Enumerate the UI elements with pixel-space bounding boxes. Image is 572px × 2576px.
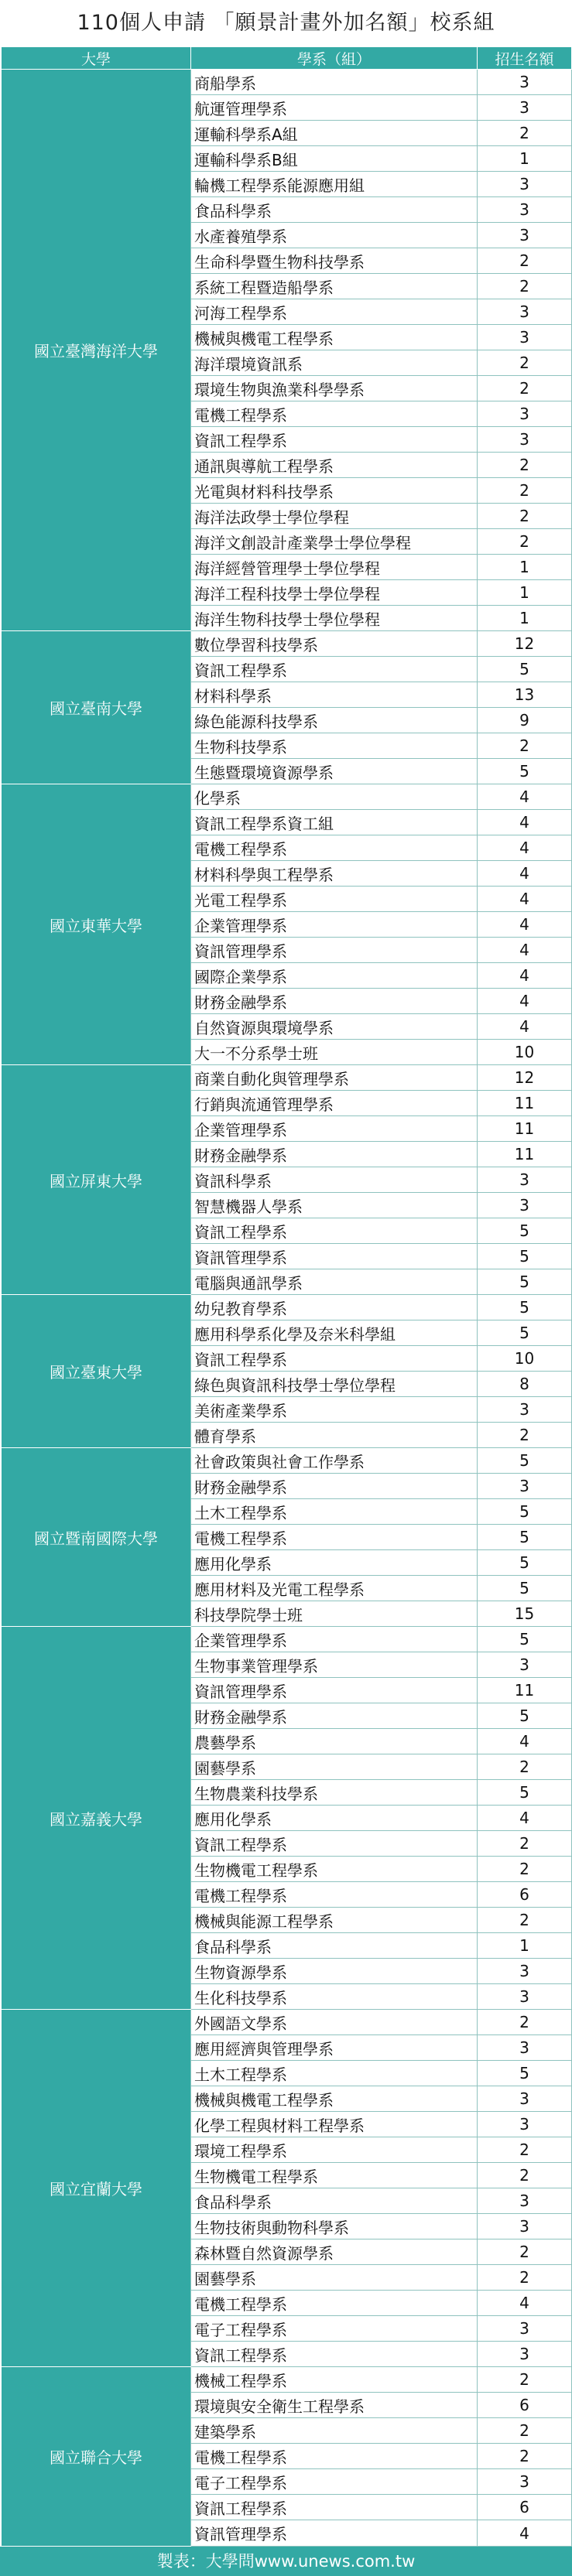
quota-cell: 4 [478,1806,572,1831]
department-cell: 電子工程學系 [191,2316,478,2342]
table-row [2,2010,572,2035]
quota-cell: 3 [478,2469,572,2495]
department-cell: 環境與安全衛生工程學系 [191,2393,478,2418]
quota-cell: 5 [478,1627,572,1652]
quota-cell: 2 [478,274,572,299]
department-cell: 數位學習科技學系 [191,631,478,657]
quota-cell: 4 [478,1729,572,1754]
quota-cell: 5 [478,2061,572,2086]
quota-cell: 3 [478,2342,572,2367]
quota-cell: 11 [478,1091,572,1116]
quota-cell: 2 [478,1754,572,1780]
department-cell: 企業管理學系 [191,1627,478,1652]
department-cell: 機械與機電工程學系 [191,325,478,350]
quota-cell: 3 [478,401,572,427]
university-cell: 國立屏東大學 [2,1065,191,1295]
header-department: 學系（組） [191,47,478,70]
department-cell: 資訊工程學系資工組 [191,810,478,835]
department-cell: 化學系 [191,784,478,810]
department-cell: 環境工程學系 [191,2137,478,2163]
quota-cell: 2 [478,350,572,376]
department-cell: 大一不分系學士班 [191,1040,478,1065]
quota-cell: 2 [478,2367,572,2393]
quota-cell: 3 [478,2086,572,2112]
table-row [2,1448,572,1474]
department-cell: 通訊與導航工程學系 [191,453,478,478]
department-cell: 農藝學系 [191,1729,478,1754]
department-cell: 體育學系 [191,1423,478,1448]
quota-cell: 11 [478,1142,572,1167]
quota-cell: 3 [478,299,572,325]
university-cell: 國立臺灣海洋大學 [2,70,191,631]
department-cell: 財務金融學系 [191,989,478,1014]
department-cell: 材料科學系 [191,682,478,708]
department-cell: 生物事業管理學系 [191,1652,478,1678]
department-cell: 應用化學系 [191,1806,478,1831]
quota-cell: 2 [478,478,572,504]
quota-cell: 5 [478,1576,572,1601]
quota-cell: 2 [478,453,572,478]
university-cell: 國立暨南國際大學 [2,1448,191,1627]
quota-cell: 3 [478,427,572,453]
university-cell: 國立臺東大學 [2,1295,191,1448]
quota-cell: 5 [478,1780,572,1806]
department-cell: 海洋工程科技學士學位學程 [191,580,478,606]
department-cell: 商船學系 [191,70,478,95]
quota-cell: 2 [478,2418,572,2444]
department-cell: 應用化學系 [191,1550,478,1576]
quota-cell: 15 [478,1601,572,1627]
department-cell: 資訊工程學系 [191,2495,478,2520]
quota-cell: 3 [478,223,572,248]
quota-cell: 5 [478,1448,572,1474]
department-cell: 企業管理學系 [191,912,478,938]
department-cell: 生命科學暨生物科技學系 [191,248,478,274]
quota-cell: 13 [478,682,572,708]
quota-cell: 10 [478,1346,572,1372]
department-cell: 科技學院學士班 [191,1601,478,1627]
department-cell: 資訊科學系 [191,1167,478,1193]
department-cell: 企業管理學系 [191,1116,478,1142]
quota-cell: 6 [478,2393,572,2418]
quota-cell: 4 [478,835,572,861]
department-cell: 外國語文學系 [191,2010,478,2035]
quota-cell: 3 [478,2214,572,2239]
quota-cell: 3 [478,1984,572,2010]
department-cell: 園藝學系 [191,2265,478,2291]
quota-cell: 5 [478,1525,572,1550]
department-cell: 資訊管理學系 [191,1244,478,1269]
quota-cell: 8 [478,1372,572,1397]
department-cell: 生態暨環境資源學系 [191,759,478,784]
department-cell: 森林暨自然資源學系 [191,2239,478,2265]
quota-cell: 3 [478,325,572,350]
quota-cell: 5 [478,657,572,682]
department-cell: 海洋法政學士學位學程 [191,504,478,529]
department-cell: 輪機工程學系能源應用組 [191,172,478,197]
table-row [2,1065,572,1091]
department-cell: 資訊工程學系 [191,1346,478,1372]
quota-cell: 10 [478,1040,572,1065]
quota-cell: 1 [478,1933,572,1959]
department-cell: 機械與能源工程學系 [191,1908,478,1933]
quota-cell: 2 [478,248,572,274]
quota-cell: 3 [478,1167,572,1193]
table-row [2,631,572,657]
quota-cell: 5 [478,1218,572,1244]
department-cell: 電腦與通訊學系 [191,1269,478,1295]
department-cell: 應用材料及光電工程學系 [191,1576,478,1601]
quota-table [1,46,572,2547]
quota-cell: 3 [478,2035,572,2061]
quota-cell: 9 [478,708,572,733]
department-cell: 生化科技學系 [191,1984,478,2010]
department-cell: 化學工程與材料工程學系 [191,2112,478,2137]
header-row [2,47,572,70]
quota-cell: 3 [478,1959,572,1984]
quota-cell: 2 [478,1908,572,1933]
quota-cell: 3 [478,1652,572,1678]
quota-cell: 2 [478,1857,572,1882]
header-quota: 招生名額 [478,47,572,70]
quota-cell: 2 [478,376,572,401]
quota-cell: 6 [478,2495,572,2520]
quota-cell: 3 [478,1193,572,1218]
quota-cell: 3 [478,2188,572,2214]
department-cell: 食品科學系 [191,2188,478,2214]
department-cell: 應用科學系化學及奈米科學組 [191,1320,478,1346]
department-cell: 電機工程學系 [191,2291,478,2316]
quota-cell: 4 [478,861,572,887]
department-cell: 海洋環境資訊系 [191,350,478,376]
department-cell: 電機工程學系 [191,1525,478,1550]
department-cell: 資訊管理學系 [191,938,478,963]
department-cell: 社會政策與社會工作學系 [191,1448,478,1474]
quota-cell: 4 [478,989,572,1014]
department-cell: 水產養殖學系 [191,223,478,248]
quota-cell: 4 [478,887,572,912]
page-title: 110個人申請 「願景計畫外加名額」校系組 [77,11,495,35]
quota-cell: 5 [478,1320,572,1346]
quota-cell: 12 [478,631,572,657]
department-cell: 財務金融學系 [191,1142,478,1167]
department-cell: 材料科學與工程學系 [191,861,478,887]
quota-cell: 2 [478,2239,572,2265]
quota-cell: 2 [478,2163,572,2188]
quota-cell: 6 [478,1882,572,1908]
quota-cell: 1 [478,146,572,172]
department-cell: 資訊工程學系 [191,427,478,453]
department-cell: 電機工程學系 [191,401,478,427]
quota-cell: 1 [478,580,572,606]
table-row [2,70,572,95]
department-cell: 系統工程暨造船學系 [191,274,478,299]
quota-cell: 4 [478,2291,572,2316]
university-cell: 國立宜蘭大學 [2,2010,191,2367]
quota-cell: 3 [478,172,572,197]
quota-cell: 2 [478,2265,572,2291]
quota-cell: 2 [478,1423,572,1448]
department-cell: 綠色能源科技學系 [191,708,478,733]
quota-cell: 4 [478,912,572,938]
quota-cell: 2 [478,121,572,146]
department-cell: 行銷與流通管理學系 [191,1091,478,1116]
department-cell: 機械與機電工程學系 [191,2086,478,2112]
department-cell: 光電與材料科技學系 [191,478,478,504]
quota-cell: 4 [478,1014,572,1040]
quota-cell: 11 [478,1116,572,1142]
department-cell: 園藝學系 [191,1754,478,1780]
department-cell: 生物機電工程學系 [191,2163,478,2188]
quota-cell: 2 [478,529,572,555]
quota-cell: 4 [478,810,572,835]
department-cell: 海洋生物科技學士學位學程 [191,606,478,631]
quota-cell: 3 [478,1397,572,1423]
department-cell: 資訊管理學系 [191,1678,478,1703]
department-cell: 生物科技學系 [191,733,478,759]
department-cell: 電機工程學系 [191,2444,478,2469]
quota-cell: 5 [478,1703,572,1729]
department-cell: 運輸科學系A組 [191,121,478,146]
table-row [2,1295,572,1320]
department-cell: 綠色與資訊科技學士學位學程 [191,1372,478,1397]
quota-cell: 5 [478,1550,572,1576]
quota-cell: 3 [478,70,572,95]
department-cell: 自然資源與環境學系 [191,1014,478,1040]
university-cell: 國立嘉義大學 [2,1627,191,2010]
university-cell: 國立臺南大學 [2,631,191,784]
department-cell: 電機工程學系 [191,1882,478,1908]
quota-cell: 2 [478,504,572,529]
department-cell: 幼兒教育學系 [191,1295,478,1320]
department-cell: 資訊管理學系 [191,2520,478,2547]
department-cell: 智慧機器人學系 [191,1193,478,1218]
department-cell: 資訊工程學系 [191,1831,478,1857]
department-cell: 生物資源學系 [191,1959,478,1984]
quota-cell: 2 [478,1831,572,1857]
table-row [2,1627,572,1652]
department-cell: 環境生物與漁業科學學系 [191,376,478,401]
department-cell: 資訊工程學系 [191,2342,478,2367]
department-cell: 國際企業學系 [191,963,478,989]
department-cell: 海洋文創設計產業學士學位學程 [191,529,478,555]
department-cell: 生物技術與動物科學系 [191,2214,478,2239]
department-cell: 航運管理學系 [191,95,478,121]
department-cell: 食品科學系 [191,197,478,223]
quota-cell: 3 [478,2316,572,2342]
quota-cell: 1 [478,555,572,580]
department-cell: 財務金融學系 [191,1474,478,1499]
department-cell: 商業自動化與管理學系 [191,1065,478,1091]
header-university: 大學 [2,47,191,70]
department-cell: 電子工程學系 [191,2469,478,2495]
university-cell: 國立聯合大學 [2,2367,191,2547]
quota-cell: 2 [478,733,572,759]
quota-cell: 1 [478,606,572,631]
department-cell: 資訊工程學系 [191,657,478,682]
department-cell: 海洋經營管理學士學位學程 [191,555,478,580]
table-row [2,2367,572,2393]
department-cell: 建築學系 [191,2418,478,2444]
department-cell: 土木工程學系 [191,1499,478,1525]
department-cell: 運輸科學系B組 [191,146,478,172]
department-cell: 河海工程學系 [191,299,478,325]
quota-cell: 2 [478,2010,572,2035]
quota-cell: 4 [478,2520,572,2547]
department-cell: 土木工程學系 [191,2061,478,2086]
department-cell: 生物機電工程學系 [191,1857,478,1882]
department-cell: 資訊工程學系 [191,1218,478,1244]
university-cell: 國立東華大學 [2,784,191,1065]
table-row [2,784,572,810]
department-cell: 電機工程學系 [191,835,478,861]
quota-cell: 4 [478,963,572,989]
quota-cell: 2 [478,2137,572,2163]
quota-cell: 2 [478,2444,572,2469]
table-body [2,70,572,2547]
quota-cell: 3 [478,2112,572,2137]
quota-cell: 3 [478,95,572,121]
department-cell: 機械工程學系 [191,2367,478,2393]
department-cell: 光電工程學系 [191,887,478,912]
quota-cell: 5 [478,759,572,784]
quota-cell: 5 [478,1244,572,1269]
quota-cell: 4 [478,938,572,963]
department-cell: 應用經濟與管理學系 [191,2035,478,2061]
quota-cell: 12 [478,1065,572,1091]
quota-cell: 5 [478,1499,572,1525]
quota-cell: 4 [478,784,572,810]
department-cell: 美術產業學系 [191,1397,478,1423]
department-cell: 生物農業科技學系 [191,1780,478,1806]
quota-cell: 3 [478,197,572,223]
quota-cell: 5 [478,1269,572,1295]
quota-cell: 5 [478,1295,572,1320]
footer-credit: 製表：大學問www.unews.com.tw [0,2547,572,2576]
quota-cell: 11 [478,1678,572,1703]
department-cell: 食品科學系 [191,1933,478,1959]
quota-cell: 3 [478,1474,572,1499]
department-cell: 財務金融學系 [191,1703,478,1729]
